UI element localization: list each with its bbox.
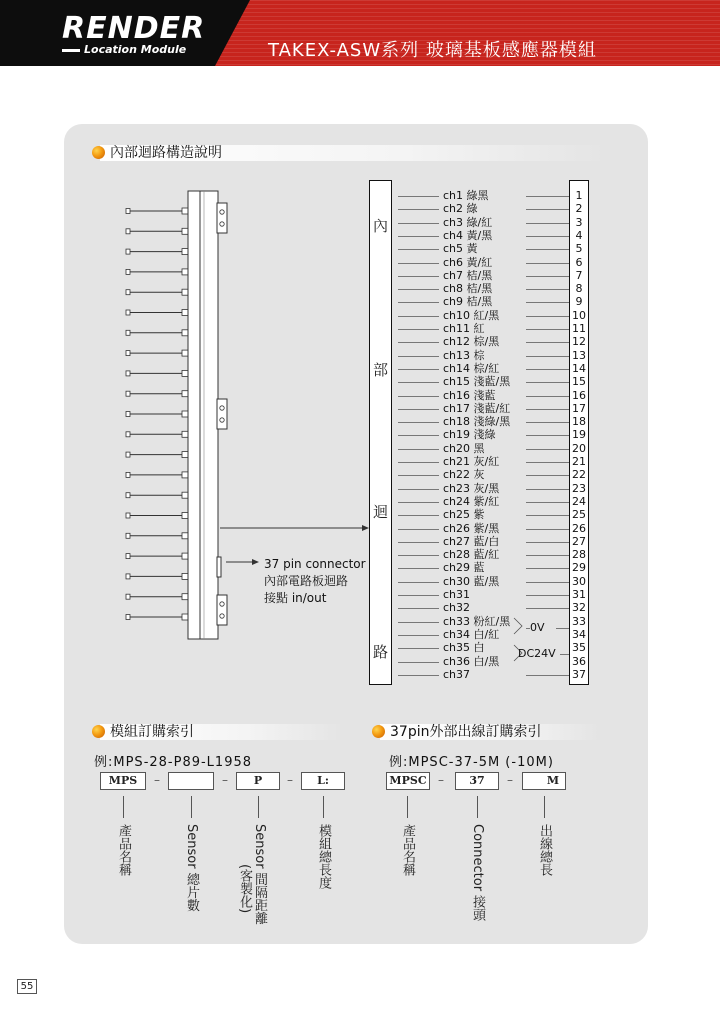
leader-line [398, 289, 439, 290]
channel-label: ch32 [443, 601, 471, 614]
separator-dash: – [287, 773, 293, 787]
pin-number: 33 [572, 615, 586, 628]
sensor-pin-tab [182, 513, 188, 519]
heading-text: 模組訂購索引 [110, 724, 194, 740]
channel-label: ch34 白/紅 [443, 628, 500, 641]
sensor-pin-head [126, 249, 130, 254]
leader-line [526, 595, 569, 596]
bullet-icon [92, 725, 105, 738]
connector-label-3: 接點 in/out [264, 591, 327, 605]
pin-number: 6 [575, 256, 583, 269]
sensor-pin-tab [182, 249, 188, 255]
sensor-pin-head [126, 574, 130, 579]
pin-number: 17 [572, 402, 586, 415]
channel-label: ch26 紫/黑 [443, 522, 500, 535]
pin-number: 26 [572, 522, 586, 535]
module-field-product: MPS [100, 772, 146, 790]
leader-line [398, 582, 439, 583]
render-logo [62, 11, 206, 58]
sensor-pin-tab [182, 533, 188, 539]
module-example: 例:MPS-28-P89-L1958 [94, 755, 253, 770]
pin-number: 22 [572, 468, 586, 481]
callout-line [191, 796, 192, 818]
sensor-pin-tab [182, 553, 188, 559]
channel-label: ch35 白 [443, 641, 485, 654]
leader-line [398, 396, 439, 397]
leader-line [398, 196, 439, 197]
sensor-pin-head [126, 310, 130, 315]
leader-line [526, 382, 569, 383]
label-cable-product-name: 產品名稱 [400, 824, 415, 876]
channel-label: ch29 藍 [443, 561, 485, 574]
sensor-pin-head [126, 290, 130, 295]
leader-line [398, 435, 439, 436]
pin-number: 15 [572, 375, 586, 388]
leader-line [526, 249, 569, 250]
leader-line [526, 608, 569, 609]
channel-label: ch10 紅/黑 [443, 309, 500, 322]
section-heading-module-order [92, 722, 344, 742]
module-rail-left [188, 191, 200, 639]
callout-line [477, 796, 478, 818]
sensor-pin-head [126, 493, 130, 498]
label-sensor-count: Sensor 總片數 [184, 824, 199, 912]
sensor-pin-head [126, 615, 130, 620]
channel-label: ch31 [443, 588, 471, 601]
leader-line [398, 422, 439, 423]
sensor-pin-tab [182, 208, 188, 214]
vertical-title-char: 部 [372, 361, 388, 379]
channel-label: ch16 淺藍 [443, 389, 496, 402]
leader-line [526, 462, 569, 463]
logo-bar [62, 49, 80, 52]
leader-line [526, 542, 569, 543]
pin-number: 25 [572, 508, 586, 521]
module-rail-right [200, 191, 218, 639]
leader-line [526, 276, 569, 277]
channel-label: ch28 藍/紅 [443, 548, 500, 561]
leader-line [398, 622, 439, 623]
connector-label-2: 內部電路板迴路 [264, 574, 349, 588]
leader-line [526, 449, 569, 450]
page-header [0, 0, 720, 66]
sensor-pin-tab [182, 269, 188, 275]
channel-label: ch30 藍/黑 [443, 575, 500, 588]
page-title: TAKEX-ASW系列 玻璃基板感應器模組 [268, 40, 597, 61]
heading-text: 37pin外部出線訂購索引 [390, 724, 542, 740]
module-diagram [120, 185, 240, 645]
channel-label: ch20 黑 [443, 442, 485, 455]
pin-number: 9 [575, 295, 583, 308]
channel-label: ch36 白/黑 [443, 655, 500, 668]
sensor-pin-tab [182, 330, 188, 336]
channel-label: ch22 灰 [443, 468, 485, 481]
leader-line [398, 409, 439, 410]
leader-line [526, 236, 569, 237]
sensor-pin-head [126, 209, 130, 214]
leader-line [398, 369, 439, 370]
leader-line [526, 502, 569, 503]
pin-number: 4 [575, 229, 583, 242]
leader-line [398, 223, 439, 224]
leader-line [526, 515, 569, 516]
sensor-pin-tab [182, 573, 188, 579]
leader-line [526, 529, 569, 530]
channel-label: ch37 [443, 668, 471, 681]
pin-number: 36 [572, 655, 586, 668]
leader-line [398, 329, 439, 330]
leader-line [526, 475, 569, 476]
pin-number: 1 [575, 189, 583, 202]
callout-line [407, 796, 408, 818]
label-cable-length: 出線總長 [537, 824, 552, 876]
logo-brand: RENDER [62, 11, 206, 46]
leader-line [526, 489, 569, 490]
sensor-pin-head [126, 472, 130, 477]
label-product-name: 產品名稱 [116, 824, 131, 876]
leader-line [526, 435, 569, 436]
sensor-pin-head [126, 351, 130, 356]
connector-label-1: 37 pin connector [264, 557, 366, 571]
pin-number: 34 [572, 628, 586, 641]
module-field-sensor-count [168, 772, 214, 790]
leader-line [398, 462, 439, 463]
leader-line [398, 648, 439, 649]
channel-label: ch17 淺藍/紅 [443, 402, 511, 415]
leader-line [398, 209, 439, 210]
cable-example: 例:MPSC-37-5M (-10M) [389, 755, 554, 770]
leader-line [398, 542, 439, 543]
leader-line [526, 289, 569, 290]
pin-number: 32 [572, 601, 586, 614]
channel-label: ch2 綠 [443, 202, 478, 215]
channel-label: ch19 淺綠 [443, 428, 496, 441]
power-lead [556, 628, 569, 629]
vertical-title-char: 內 [372, 217, 388, 235]
vertical-title-char: 迴 [372, 503, 388, 521]
leader-line [398, 635, 439, 636]
sensor-pin-head [126, 229, 130, 234]
power-dc24v-label: DC24V [518, 647, 556, 660]
leader-line [398, 675, 439, 676]
leader-line [398, 356, 439, 357]
sensor-pin-tab [182, 289, 188, 295]
sensor-pin-head [126, 330, 130, 335]
sensor-pin-head [126, 269, 130, 274]
pin-number: 8 [575, 282, 583, 295]
bullet-icon [372, 725, 385, 738]
pin-number: 11 [572, 322, 586, 335]
leader-line [526, 675, 569, 676]
leader-line [526, 342, 569, 343]
leader-line [398, 595, 439, 596]
page-number: 55 [17, 979, 37, 994]
sensor-pin-head [126, 412, 130, 417]
channel-label: ch23 灰/黑 [443, 482, 500, 495]
channel-label: ch14 棕/紅 [443, 362, 500, 375]
channel-label: ch6 黃/紅 [443, 256, 493, 269]
pin-number: 14 [572, 362, 586, 375]
pin-number: 7 [575, 269, 583, 282]
vertical-title-char: 路 [372, 643, 388, 661]
bullet-icon [92, 146, 105, 159]
pin-number: 21 [572, 455, 586, 468]
pin-number: 20 [572, 442, 586, 455]
leader-line [398, 608, 439, 609]
pin-number: 2 [575, 202, 583, 215]
channel-label: ch11 紅 [443, 322, 485, 335]
mount-bracket-middle [217, 399, 227, 429]
channel-label: ch18 淺綠/黑 [443, 415, 511, 428]
callout-line [258, 796, 259, 818]
cable-field-product: MPSC [386, 772, 430, 790]
label-module-length: 模組總長度 [316, 824, 331, 889]
leader-line [526, 263, 569, 264]
pin-number: 16 [572, 389, 586, 402]
leader-line [526, 196, 569, 197]
sensor-pin-tab [182, 614, 188, 620]
pin-number: 5 [575, 242, 583, 255]
sensor-pin-head [126, 533, 130, 538]
sensor-pin-tab [182, 350, 188, 356]
leader-line [398, 382, 439, 383]
channel-label: ch7 桔/黑 [443, 269, 493, 282]
leader-line [398, 568, 439, 569]
leader-line [398, 475, 439, 476]
leader-line [526, 396, 569, 397]
pin-number: 23 [572, 482, 586, 495]
leader-line [398, 555, 439, 556]
separator-dash: – [222, 773, 228, 787]
leader-line [526, 409, 569, 410]
pin-number: 10 [572, 309, 586, 322]
channel-label: ch3 綠/紅 [443, 216, 493, 229]
module-field-pitch: P [236, 772, 280, 790]
pin-number: 35 [572, 641, 586, 654]
channel-label: ch9 桔/黑 [443, 295, 493, 308]
sensor-pin-head [126, 432, 130, 437]
callout-line [323, 796, 324, 818]
callout-line [544, 796, 545, 818]
leader-line [526, 356, 569, 357]
pin-number: 30 [572, 575, 586, 588]
pin-number: 28 [572, 548, 586, 561]
mount-bracket-bottom [217, 595, 227, 625]
leader-line [526, 302, 569, 303]
leader-line [526, 422, 569, 423]
pin-number: 37 [572, 668, 586, 681]
sensor-pin-tab [182, 472, 188, 478]
channel-label: ch13 棕 [443, 349, 485, 362]
sensor-pin-tab [182, 452, 188, 458]
sensor-pin-tab [182, 391, 188, 397]
channel-label: ch24 紫/紅 [443, 495, 500, 508]
leader-line [398, 489, 439, 490]
leader-line [398, 342, 439, 343]
leader-line [398, 236, 439, 237]
channel-label: ch33 粉紅/黑 [443, 615, 511, 628]
sensor-pin-tab [182, 310, 188, 316]
label-sensor-pitch: Sensor 間隔距離 [252, 824, 267, 925]
pin-number: 12 [572, 335, 586, 348]
channel-label: ch15 淺藍/黑 [443, 375, 511, 388]
power-lead [560, 654, 569, 655]
sensor-pins [126, 208, 188, 620]
leader-line [526, 209, 569, 210]
channel-label: ch25 紫 [443, 508, 485, 521]
pin-number: 13 [572, 349, 586, 362]
sensor-pin-tab [182, 411, 188, 417]
power-0v-label: 0V [530, 621, 545, 634]
pin-number: 19 [572, 428, 586, 441]
sensor-pin-head [126, 513, 130, 518]
sensor-pin-head [126, 371, 130, 376]
channel-label: ch12 棕/黑 [443, 335, 500, 348]
channel-label: ch5 黃 [443, 242, 478, 255]
pin-number: 31 [572, 588, 586, 601]
leader-line [398, 515, 439, 516]
internal-circuit-title-box [369, 180, 392, 685]
callout-line [123, 796, 124, 818]
pin-number: 27 [572, 535, 586, 548]
pin-number: 24 [572, 495, 586, 508]
heading-text: 內部迴路構造說明 [110, 145, 222, 161]
separator-dash: – [438, 773, 444, 787]
label-connector: Connector 接頭 [470, 824, 485, 922]
leader-line [398, 449, 439, 450]
sensor-pin-tab [182, 594, 188, 600]
sensor-pin-tab [182, 492, 188, 498]
leader-line [398, 276, 439, 277]
pin-number: 18 [572, 415, 586, 428]
leader-line [526, 316, 569, 317]
sensor-pin-head [126, 452, 130, 457]
leader-line [398, 316, 439, 317]
sensor-pin-tab [182, 370, 188, 376]
sensor-pin-head [126, 391, 130, 396]
sensor-pin-tab [182, 228, 188, 234]
mount-bracket-top [217, 203, 227, 233]
leader-line [398, 302, 439, 303]
channel-label: ch27 藍/白 [443, 535, 500, 548]
separator-dash: – [154, 773, 160, 787]
logo-subtitle: Location Module [84, 43, 187, 56]
pin-number: 29 [572, 561, 586, 574]
section-heading-cable-order [372, 722, 600, 742]
leader-line [398, 502, 439, 503]
label-custom: (客製化) [237, 864, 252, 914]
channel-label: ch4 黃/黑 [443, 229, 493, 242]
section-heading-circuit [92, 143, 608, 163]
leader-line [398, 662, 439, 663]
leader-line [398, 249, 439, 250]
power-lead [526, 628, 530, 629]
leader-line [526, 223, 569, 224]
cable-field-length: M [522, 772, 566, 790]
leader-line [526, 568, 569, 569]
leader-line [526, 329, 569, 330]
leader-line [398, 263, 439, 264]
sensor-pin-tab [182, 431, 188, 437]
leader-line [526, 582, 569, 583]
channel-label: ch8 桔/黑 [443, 282, 493, 295]
module-field-length: L: [301, 772, 345, 790]
leader-line [398, 529, 439, 530]
cable-field-connector: 37 [455, 772, 499, 790]
sensor-pin-head [126, 594, 130, 599]
leader-line [526, 555, 569, 556]
leader-line [526, 369, 569, 370]
pin-number: 3 [575, 216, 583, 229]
sensor-pin-head [126, 554, 130, 559]
channel-label: ch1 綠黑 [443, 189, 489, 202]
separator-dash: – [507, 773, 513, 787]
channel-label: ch21 灰/紅 [443, 455, 500, 468]
